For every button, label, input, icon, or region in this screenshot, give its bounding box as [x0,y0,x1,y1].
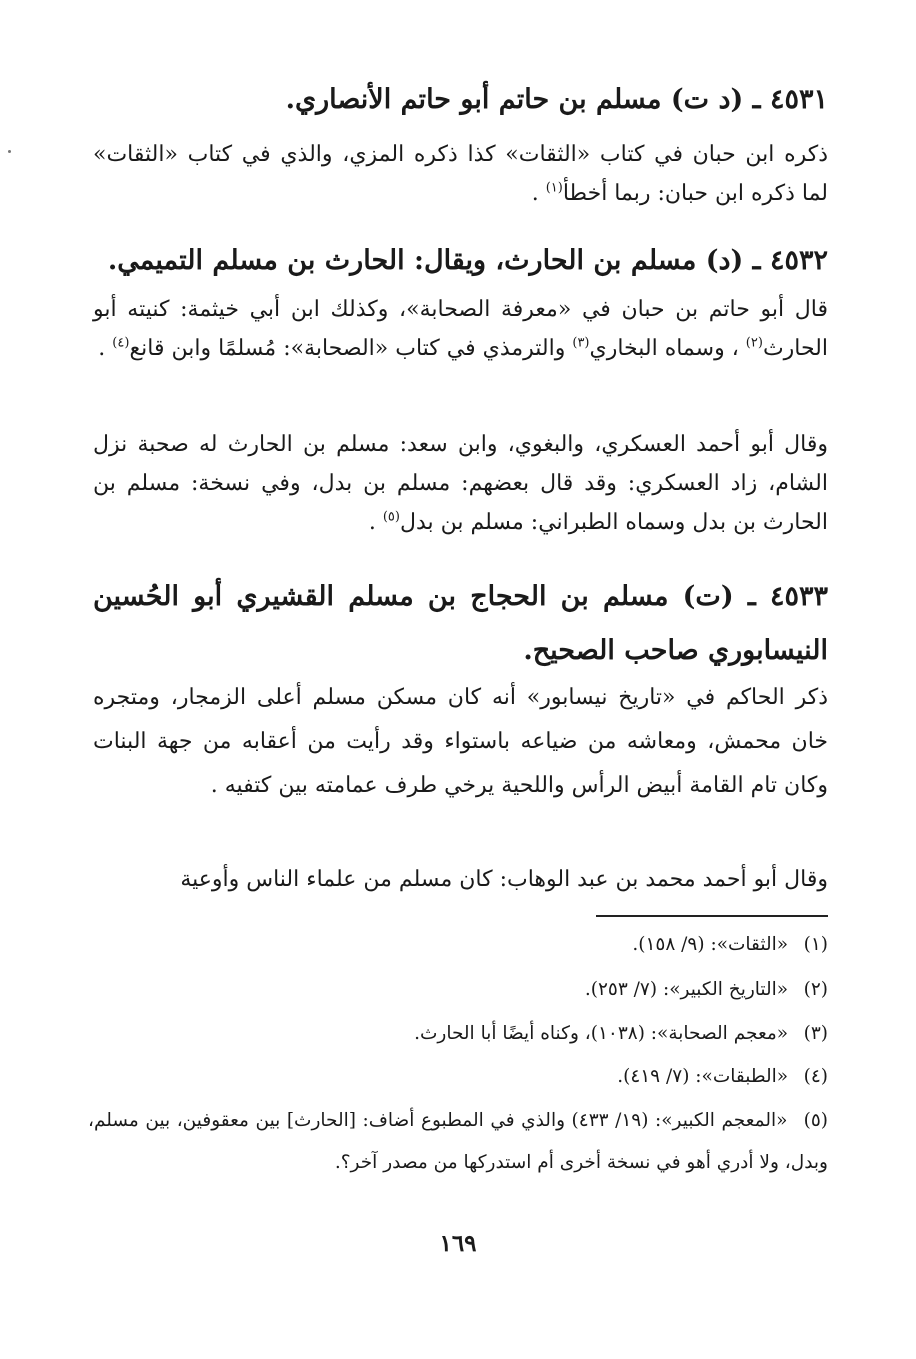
footnote-5 [88,1100,828,1184]
footnote-ref[interactable]: (٥) [382,509,400,525]
paragraph-tail: . [368,510,383,535]
footnote-text: «الثقات»: (٩/ ١٥٨). [632,934,789,955]
entry-4533-paragraph-2: وقال أبو أحمد محمد بن عبد الوهاب: كان مسلم من علماء الناس وأوعية [180,867,828,892]
footnote-number: (٥) [803,1110,828,1131]
paragraph-text: قال أبو حاتم بن حبان في «معرفة الصحابة»، وكذلك ابن أبي خيثمة: كنيته أبو الحارث [93,297,828,361]
paragraph-tail: . [98,336,113,361]
entry-4533-heading: ٤٥٣٣ ـ (ت) مسلم بن الحجاج بن مسلم القشيري أبو الحُسين النيسابوري صاحب الصحيح. [93,581,828,666]
margin-speck [8,150,11,153]
entry-4532-heading: ٤٥٣٢ ـ (د) مسلم بن الحارث، ويقال: الحارث بن مسلم التميمي. [107,245,828,276]
footnote-number: (٢) [803,979,828,1000]
paragraph-tail: . [531,181,546,206]
page-number: ١٦٩ [439,1230,477,1257]
paragraph-line: ذكره ابن حبان في كتاب «الثقات» كذا ذكره المزي، والذي في كتاب [187,142,829,167]
footnote-text: «المعجم الكبير»: (١٩/ ٤٣٣) والذي في المطبوع أضاف: [الحارث] بين معقوفين، بين مسلم، وبدل، ولا أدري أهو في نسخة أخرى أم استدركها من مصدر آخر؟. [88,1110,828,1173]
footnote-text: «التاريخ الكبير»: (٧/ ٢٥٣). [584,979,789,1000]
footnote-number: (١) [803,934,828,955]
paragraph-text: ، وسماه البخاري [589,336,746,361]
footnote-1 [88,924,828,966]
paragraph-text: وقال أبو أحمد العسكري، والبغوي، وابن سعد: مسلم بن الحارث له صحبة نزل الشام، زاد العسكري: وقد قال بعضهم: مسلم بن بدل، وفي نسخة: مسلم بن الحارث بن بدل وسماه الطبراني: مسلم بن بدل [93,432,828,535]
entry-4532-paragraph-2 [93,425,828,542]
footnote-divider [596,915,828,917]
paragraph-text: والترمذي في كتاب «الصحابة»: مُسلمًا وابن قانع [129,336,573,361]
entry-4531-heading: ٤٥٣١ ـ (د ت) مسلم بن حاتم أبو حاتم الأنصاري. [285,84,828,115]
entry-4533-paragraph-1: ذكر الحاكم في «تاريخ نيسابور» أنه كان مسكن مسلم أعلى الزمجار، ومتجره خان محمش، ومعاشه من ضياعه باستواء وقد رأيت من أعقابه من جهة البنات وكان تام القامة أبيض الرأس واللحية يرخي طرف عمامته بين كتفيه . [93,685,828,798]
entry-4532-paragraph-1 [93,290,828,368]
footnote-4 [88,1056,828,1098]
footnote-number: (٤) [803,1066,828,1087]
entry-4531-paragraph [93,135,828,213]
footnote-ref[interactable]: (٣) [572,335,590,351]
footnote-2 [88,969,828,1011]
footnote-3 [88,1013,828,1055]
footnote-text: «الطبقات»: (٧/ ٤١٩). [617,1066,789,1087]
footnote-text: «معجم الصحابة»: (١٠٣٨)، وكناه أيضًا أبا الحارث. [414,1023,789,1044]
paragraph-line: «الثقات» لما ذكره ابن حبان: ربما أخطأ [93,142,828,206]
footnote-number: (٣) [803,1023,828,1044]
footnote-ref[interactable]: (١) [545,180,563,196]
footnote-ref[interactable]: (٢) [745,335,763,351]
footnote-ref[interactable]: (٤) [112,335,130,351]
